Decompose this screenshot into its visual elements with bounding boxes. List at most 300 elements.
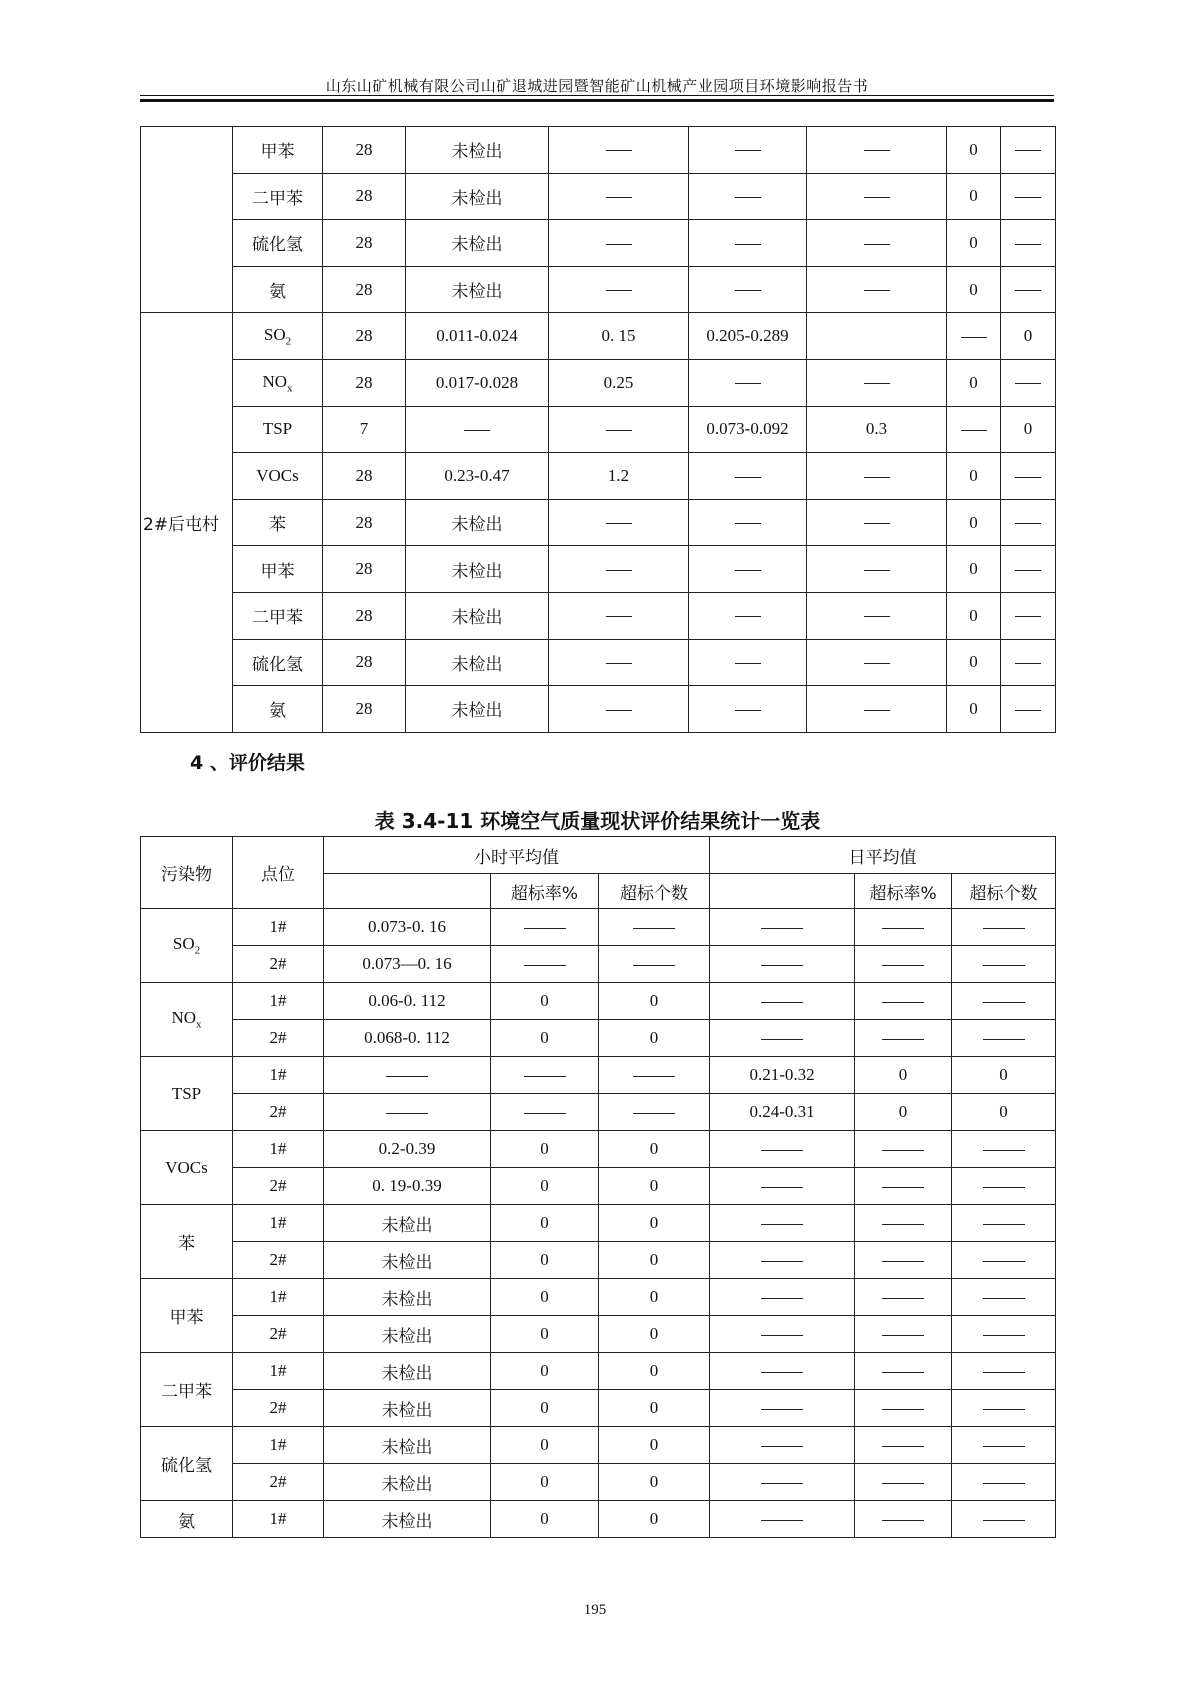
daily-range-cell: 0.205-0.289	[689, 313, 807, 360]
daily-range-cell	[710, 1279, 855, 1316]
hourly-exceed-count-cell	[599, 1057, 710, 1094]
daily-range-cell	[689, 639, 807, 686]
daily-index-cell: 0.3	[807, 406, 947, 453]
daily-range-cell: 0.21-0.32	[710, 1057, 855, 1094]
hourly-exceed-cell: 0	[947, 639, 1001, 686]
daily-range-cell	[710, 1316, 855, 1353]
pollutant-cell: 苯	[141, 1205, 233, 1279]
hourly-range-cell: 未检出	[324, 1390, 491, 1427]
hourly-exceed-rate-cell: 0	[491, 1390, 599, 1427]
hourly-index-cell	[549, 127, 689, 174]
hourly-exceed-rate-cell: 0	[491, 1131, 599, 1168]
empty-dash	[882, 1150, 924, 1151]
daily-range-cell	[689, 127, 807, 174]
daily-index-cell	[807, 266, 947, 313]
table-row	[141, 983, 1056, 1020]
hourly-exceed-cell: 0	[947, 266, 1001, 313]
site-cell: 1#	[233, 909, 324, 946]
empty-dash	[1015, 663, 1041, 664]
empty-dash	[735, 570, 761, 571]
pollutant-cell: 二甲苯	[233, 592, 323, 639]
site-cell: 1#	[233, 983, 324, 1020]
empty-dash	[864, 150, 890, 151]
daily-range-cell	[710, 1501, 855, 1538]
empty-dash	[606, 663, 632, 664]
hourly-range-cell: 0.068-0. 112	[324, 1020, 491, 1057]
empty-dash	[633, 1113, 675, 1114]
empty-dash	[735, 710, 761, 711]
empty-dash	[1015, 523, 1041, 524]
hourly-exceed-count-cell: 0	[599, 1316, 710, 1353]
daily-exceed-cell	[1001, 127, 1056, 174]
hourly-exceed-count-cell	[599, 1094, 710, 1131]
empty-dash	[761, 928, 803, 929]
daily-exceed-count-cell	[952, 1501, 1056, 1538]
table-row	[141, 1316, 1056, 1353]
pollutant-cell: TSP	[141, 1057, 233, 1131]
table-row	[141, 1279, 1056, 1316]
empty-dash	[735, 244, 761, 245]
sample-count-cell: 28	[323, 266, 406, 313]
table-row	[141, 1205, 1056, 1242]
hourly-exceed-count-cell: 0	[599, 1205, 710, 1242]
header-hourly-exceed-count: 超标个数	[599, 874, 710, 909]
pollutant-cell: $SO_2$	[141, 909, 233, 983]
hourly-exceed-rate-cell: 0	[491, 1168, 599, 1205]
empty-dash	[735, 290, 761, 291]
daily-exceed-cell	[1001, 592, 1056, 639]
hourly-exceed-rate-cell	[491, 946, 599, 983]
empty-dash	[1015, 290, 1041, 291]
daily-range-cell	[689, 173, 807, 220]
page-header-title: 山东山矿机械有限公司山矿退城进园暨智能矿山机械产业园项目环境影响报告书	[325, 77, 869, 95]
daily-range-cell	[689, 592, 807, 639]
pollutant-cell: VOCs	[233, 453, 323, 500]
hourly-exceed-cell: 0	[947, 499, 1001, 546]
sample-count-cell: 28	[323, 499, 406, 546]
table-row	[141, 1242, 1056, 1279]
sample-count-cell: 28	[323, 546, 406, 593]
daily-exceed-rate-cell	[855, 983, 952, 1020]
empty-dash	[882, 1446, 924, 1447]
hourly-range-cell: 0.073—0. 16	[324, 946, 491, 983]
empty-dash	[1015, 197, 1041, 198]
site-cell: 2#	[233, 1020, 324, 1057]
empty-dash	[864, 290, 890, 291]
daily-exceed-count-cell	[952, 1353, 1056, 1390]
table-row	[141, 499, 1056, 546]
empty-dash	[524, 1113, 566, 1114]
empty-dash	[983, 1335, 1025, 1336]
site-cell: 2#	[233, 1242, 324, 1279]
site-cell: 1#	[233, 1353, 324, 1390]
daily-exceed-rate-cell	[855, 1131, 952, 1168]
empty-dash	[633, 965, 675, 966]
daily-range-cell	[689, 220, 807, 267]
empty-dash	[761, 1224, 803, 1225]
daily-range-cell	[689, 546, 807, 593]
daily-exceed-rate-cell: 0	[855, 1094, 952, 1131]
empty-dash	[864, 477, 890, 478]
pollutant-cell: 甲苯	[141, 1279, 233, 1353]
daily-range-cell	[710, 909, 855, 946]
empty-dash	[735, 477, 761, 478]
site-cell: 1#	[233, 1427, 324, 1464]
hourly-exceed-count-cell: 0	[599, 1020, 710, 1057]
empty-dash	[1015, 477, 1041, 478]
hourly-exceed-count-cell: 0	[599, 983, 710, 1020]
sample-count-cell: 28	[323, 313, 406, 360]
empty-dash	[864, 383, 890, 384]
daily-exceed-count-cell	[952, 983, 1056, 1020]
empty-dash	[735, 616, 761, 617]
hourly-index-cell	[549, 592, 689, 639]
table-row	[141, 359, 1056, 406]
empty-dash	[983, 1002, 1025, 1003]
empty-dash	[983, 1483, 1025, 1484]
empty-dash	[864, 710, 890, 711]
hourly-exceed-rate-cell: 0	[491, 1464, 599, 1501]
empty-dash	[761, 1261, 803, 1262]
daily-range-cell	[710, 946, 855, 983]
daily-exceed-rate-cell	[855, 909, 952, 946]
daily-exceed-count-cell	[952, 1316, 1056, 1353]
table-row	[141, 1131, 1056, 1168]
hourly-exceed-count-cell: 0	[599, 1242, 710, 1279]
hourly-index-cell: 0. 15	[549, 313, 689, 360]
empty-dash	[983, 928, 1025, 929]
empty-dash	[983, 1409, 1025, 1410]
empty-dash	[1015, 383, 1041, 384]
empty-dash	[983, 1261, 1025, 1262]
empty-dash	[864, 244, 890, 245]
daily-range-cell	[710, 1464, 855, 1501]
empty-dash	[735, 197, 761, 198]
sample-count-cell: 28	[323, 639, 406, 686]
daily-index-cell	[807, 639, 947, 686]
empty-dash	[761, 1409, 803, 1410]
empty-dash	[606, 570, 632, 571]
empty-dash	[864, 663, 890, 664]
daily-range-cell	[710, 1353, 855, 1390]
daily-exceed-count-cell: 0	[952, 1094, 1056, 1131]
daily-exceed-cell	[1001, 639, 1056, 686]
daily-exceed-count-cell	[952, 1464, 1056, 1501]
sample-count-cell: 28	[323, 686, 406, 733]
empty-dash	[983, 1520, 1025, 1521]
site-cell: 1#	[233, 1057, 324, 1094]
header-hourly-range	[324, 874, 491, 909]
hourly-range-cell: 未检出	[406, 127, 549, 174]
daily-exceed-rate-cell	[855, 1427, 952, 1464]
empty-dash	[606, 150, 632, 151]
table-row	[141, 1020, 1056, 1057]
daily-exceed-rate-cell	[855, 1205, 952, 1242]
daily-range-cell	[689, 499, 807, 546]
table-row	[141, 127, 1056, 174]
page-number: 195	[583, 1602, 607, 1618]
hourly-range-cell: 未检出	[406, 173, 549, 220]
daily-index-cell	[807, 499, 947, 546]
hourly-exceed-cell: 0	[947, 173, 1001, 220]
empty-dash	[761, 1187, 803, 1188]
empty-dash	[386, 1113, 428, 1114]
hourly-range-cell: 0.2-0.39	[324, 1131, 491, 1168]
daily-index-cell	[807, 592, 947, 639]
empty-dash	[864, 197, 890, 198]
daily-exceed-rate-cell	[855, 946, 952, 983]
hourly-exceed-count-cell: 0	[599, 1168, 710, 1205]
hourly-range-cell: 未检出	[406, 266, 549, 313]
header-row	[141, 837, 1056, 874]
empty-dash	[882, 1002, 924, 1003]
daily-exceed-rate-cell	[855, 1168, 952, 1205]
empty-dash	[882, 1039, 924, 1040]
hourly-range-cell: 0.23-0.47	[406, 453, 549, 500]
empty-dash	[633, 928, 675, 929]
hourly-exceed-count-cell: 0	[599, 1353, 710, 1390]
hourly-exceed-rate-cell: 0	[491, 1205, 599, 1242]
hourly-range-cell: 未检出	[324, 1501, 491, 1538]
daily-range-cell	[710, 1168, 855, 1205]
empty-dash	[464, 430, 490, 431]
hourly-range-cell: 未检出	[406, 686, 549, 733]
empty-dash	[761, 965, 803, 966]
daily-exceed-count-cell	[952, 1020, 1056, 1057]
hourly-range-cell	[406, 406, 549, 453]
empty-dash	[633, 1076, 675, 1077]
empty-dash	[761, 1002, 803, 1003]
hourly-exceed-count-cell	[599, 909, 710, 946]
daily-exceed-rate-cell	[855, 1464, 952, 1501]
hourly-exceed-count-cell: 0	[599, 1279, 710, 1316]
table-row	[141, 1390, 1056, 1427]
table-row	[141, 639, 1056, 686]
header-hourly-exceed-rate: 超标率%	[491, 874, 599, 909]
hourly-index-cell: 1.2	[549, 453, 689, 500]
table-row	[141, 313, 1056, 360]
pollutant-cell: 苯	[233, 499, 323, 546]
empty-dash	[882, 965, 924, 966]
pollutant-cell: 硫化氢	[233, 220, 323, 267]
daily-exceed-count-cell	[952, 1242, 1056, 1279]
empty-dash	[983, 1298, 1025, 1299]
daily-exceed-rate-cell	[855, 1501, 952, 1538]
empty-dash	[524, 928, 566, 929]
pollutant-cell: TSP	[233, 406, 323, 453]
site-cell: 2#	[233, 1464, 324, 1501]
pollutant-cell: 硫化氢	[233, 639, 323, 686]
empty-dash	[983, 1372, 1025, 1373]
empty-dash	[735, 523, 761, 524]
table-row	[141, 453, 1056, 500]
empty-dash	[961, 337, 987, 338]
sample-count-cell: 28	[323, 173, 406, 220]
header-rule-thin	[140, 95, 1054, 96]
empty-dash	[606, 290, 632, 291]
header-daily-range	[710, 874, 855, 909]
daily-index-cell	[807, 359, 947, 406]
hourly-exceed-cell: 0	[947, 592, 1001, 639]
daily-index-cell	[807, 453, 947, 500]
hourly-range-cell: 0.06-0. 112	[324, 983, 491, 1020]
sample-count-cell: 28	[323, 127, 406, 174]
site-cell: 2#	[233, 1316, 324, 1353]
empty-dash	[882, 1409, 924, 1410]
sample-count-cell: 28	[323, 220, 406, 267]
hourly-exceed-rate-cell: 0	[491, 1020, 599, 1057]
hourly-exceed-count-cell: 0	[599, 1427, 710, 1464]
empty-dash	[961, 430, 987, 431]
daily-exceed-cell	[1001, 266, 1056, 313]
daily-range-cell: 0.073-0.092	[689, 406, 807, 453]
hourly-index-cell	[549, 220, 689, 267]
hourly-exceed-cell: 0	[947, 453, 1001, 500]
daily-range-cell	[710, 1390, 855, 1427]
daily-index-cell	[807, 546, 947, 593]
hourly-range-cell	[324, 1057, 491, 1094]
daily-range-cell	[710, 1131, 855, 1168]
empty-dash	[882, 1298, 924, 1299]
table-caption: 表 3.4-11 环境空气质量现状评价结果统计一览表	[374, 809, 821, 833]
empty-dash	[386, 1076, 428, 1077]
empty-dash	[983, 1150, 1025, 1151]
hourly-exceed-cell: 0	[947, 127, 1001, 174]
empty-dash	[606, 710, 632, 711]
hourly-exceed-cell: 0	[947, 686, 1001, 733]
hourly-index-cell	[549, 173, 689, 220]
daily-range-cell: 0.24-0.31	[710, 1094, 855, 1131]
daily-range-cell	[710, 1020, 855, 1057]
empty-dash	[606, 197, 632, 198]
site-cell: 1#	[233, 1501, 324, 1538]
daily-exceed-cell	[1001, 686, 1056, 733]
pollutant-cell: 氨	[141, 1501, 233, 1538]
empty-dash	[761, 1372, 803, 1373]
empty-dash	[606, 523, 632, 524]
table-row	[141, 406, 1056, 453]
empty-dash	[761, 1520, 803, 1521]
daily-exceed-count-cell	[952, 1168, 1056, 1205]
hourly-exceed-rate-cell: 0	[491, 1316, 599, 1353]
daily-exceed-count-cell: 0	[952, 1057, 1056, 1094]
empty-dash	[983, 965, 1025, 966]
daily-index-cell	[807, 686, 947, 733]
pollutant-cell: 二甲苯	[233, 173, 323, 220]
pollutant-cell: 硫化氢	[141, 1427, 233, 1501]
hourly-range-cell: 未检出	[324, 1353, 491, 1390]
hourly-exceed-rate-cell	[491, 1057, 599, 1094]
header-site: 点位	[233, 837, 324, 909]
monitoring-results-table-continued	[140, 126, 1056, 733]
empty-dash	[864, 523, 890, 524]
table-row	[141, 546, 1056, 593]
empty-dash	[761, 1335, 803, 1336]
hourly-index-cell	[549, 546, 689, 593]
site-label-cell: 2#后屯村	[141, 313, 233, 732]
table-row	[141, 266, 1056, 313]
table-row	[141, 1501, 1056, 1538]
sample-count-cell: 7	[323, 406, 406, 453]
pollutant-cell: $NO_x$	[141, 983, 233, 1057]
empty-dash	[983, 1187, 1025, 1188]
hourly-exceed-rate-cell: 0	[491, 983, 599, 1020]
empty-dash	[1015, 150, 1041, 151]
hourly-exceed-count-cell: 0	[599, 1501, 710, 1538]
daily-exceed-rate-cell	[855, 1353, 952, 1390]
sample-count-cell: 28	[323, 453, 406, 500]
daily-exceed-cell: 0	[1001, 406, 1056, 453]
site-cell: 2#	[233, 1390, 324, 1427]
daily-index-cell	[807, 173, 947, 220]
hourly-exceed-rate-cell: 0	[491, 1501, 599, 1538]
empty-dash	[882, 1372, 924, 1373]
hourly-index-cell: 0.25	[549, 359, 689, 406]
hourly-index-cell	[549, 499, 689, 546]
empty-dash	[983, 1224, 1025, 1225]
empty-dash	[606, 244, 632, 245]
empty-dash	[864, 570, 890, 571]
site-cell: 1#	[233, 1131, 324, 1168]
daily-range-cell	[689, 359, 807, 406]
hourly-exceed-cell	[947, 406, 1001, 453]
hourly-exceed-rate-cell: 0	[491, 1353, 599, 1390]
daily-exceed-count-cell	[952, 1205, 1056, 1242]
evaluation-summary-table	[140, 836, 1056, 1538]
daily-exceed-cell	[1001, 453, 1056, 500]
daily-index-cell	[807, 220, 947, 267]
empty-dash	[882, 1483, 924, 1484]
daily-exceed-count-cell	[952, 1390, 1056, 1427]
table-row	[141, 909, 1056, 946]
empty-dash	[983, 1446, 1025, 1447]
hourly-range-cell: 未检出	[406, 639, 549, 686]
daily-index-cell	[807, 127, 947, 174]
empty-dash	[735, 383, 761, 384]
table-row	[141, 1353, 1056, 1390]
daily-exceed-rate-cell	[855, 1279, 952, 1316]
daily-exceed-count-cell	[952, 1279, 1056, 1316]
empty-dash	[761, 1298, 803, 1299]
daily-exceed-cell	[1001, 546, 1056, 593]
hourly-exceed-rate-cell: 0	[491, 1427, 599, 1464]
table-row	[141, 1057, 1056, 1094]
header-rule-thick	[140, 99, 1054, 102]
daily-exceed-rate-cell	[855, 1316, 952, 1353]
hourly-exceed-cell	[947, 313, 1001, 360]
empty-dash	[761, 1483, 803, 1484]
empty-dash	[882, 1520, 924, 1521]
empty-dash	[606, 616, 632, 617]
empty-dash	[864, 616, 890, 617]
empty-dash	[882, 1224, 924, 1225]
sample-count-cell: 28	[323, 359, 406, 406]
header-pollutant: 污染物	[141, 837, 233, 909]
table-row	[141, 1168, 1056, 1205]
empty-dash	[1015, 616, 1041, 617]
pollutant-cell: 氨	[233, 266, 323, 313]
pollutant-cell: $NO_x$	[233, 359, 323, 406]
empty-dash	[1015, 244, 1041, 245]
daily-exceed-count-cell	[952, 1131, 1056, 1168]
daily-range-cell	[710, 1205, 855, 1242]
empty-dash	[1015, 570, 1041, 571]
empty-dash	[606, 430, 632, 431]
daily-exceed-cell	[1001, 359, 1056, 406]
hourly-range-cell: 未检出	[406, 546, 549, 593]
daily-exceed-count-cell	[952, 946, 1056, 983]
empty-dash	[735, 150, 761, 151]
